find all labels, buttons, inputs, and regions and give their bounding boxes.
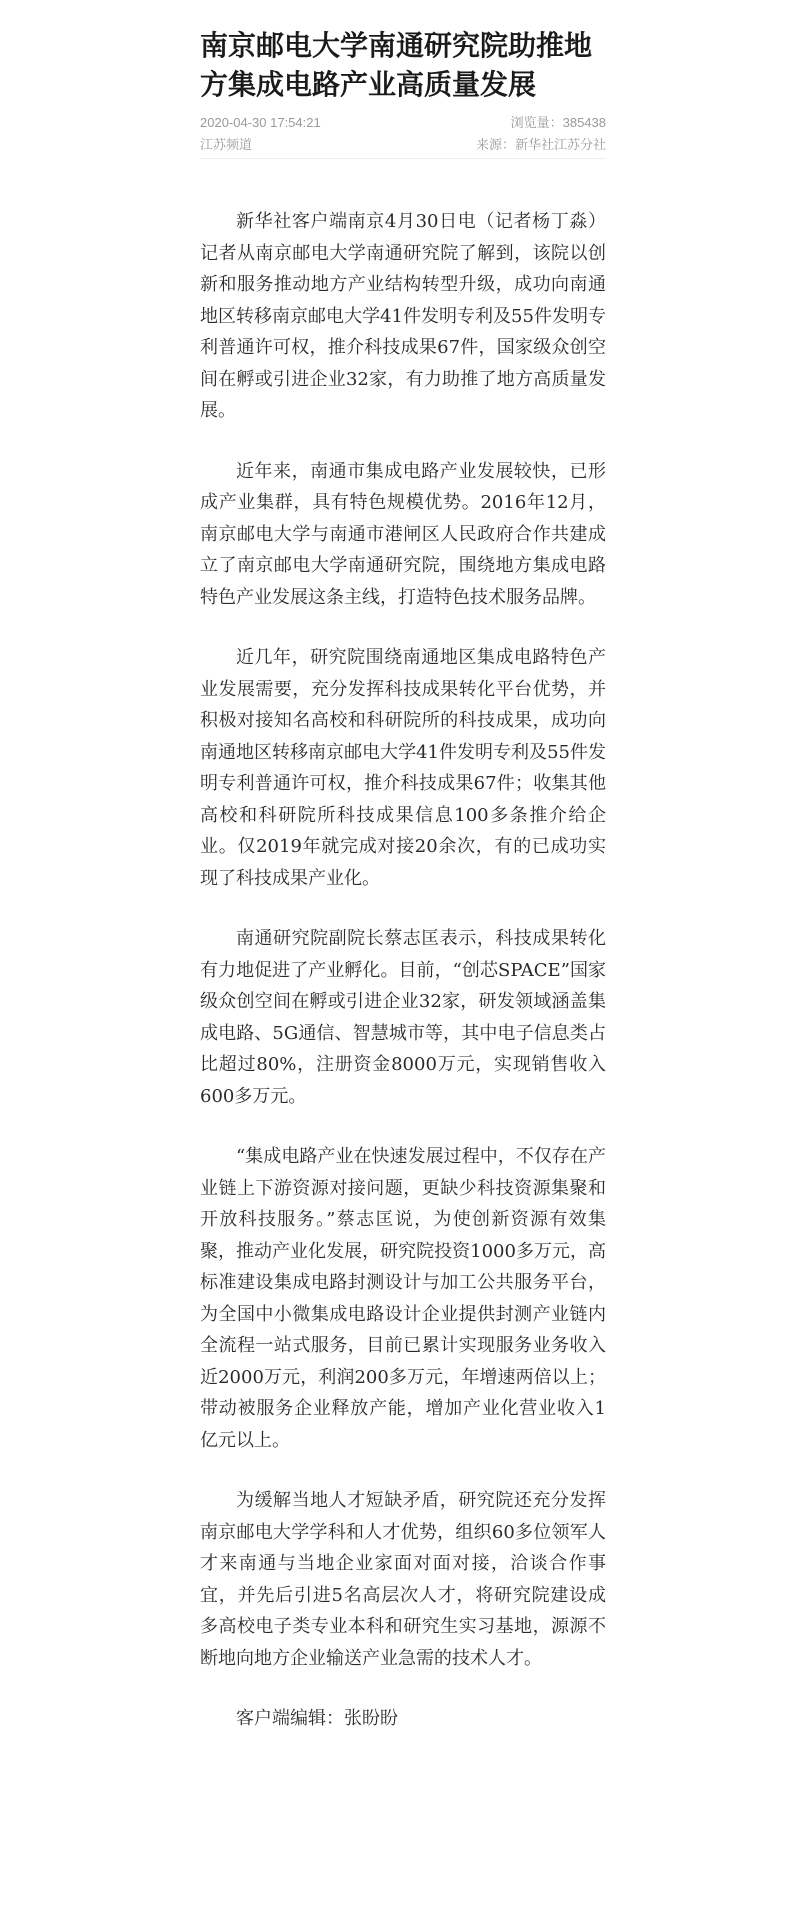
paragraph-2: 近年来，南通市集成电路产业发展较快，已形成产业集群，具有特色规模优势。2016年12月，南京邮电大学与南通市港闸区人民政府合作共建成立了南京邮电大学南通研究院，围绕地方集成电路特色产业发展这条主线，打造特色技术服务品牌。 [200,460,606,608]
paragraph-3: 近几年，研究院围绕南通地区集成电路特色产业发展需要，充分发挥科技成果转化平台优势，并积极对接知名高校和科研院所的科技成果，成功向南通地区转移南京邮电大学41件发明专利及55件发明专利普通许可权，推介科技成果67件；收集其他高校和科研院所科技成果信息100多条推介给企业。仅2019年就完成对接20余次，有的已成功实现了科技成果产业化。 [200,647,606,889]
channel-label[interactable]: 江苏频道 [200,137,253,152]
publish-datetime: 2020-04-30 17:54:21 [200,115,321,130]
paragraph-6: 为缓解当地人才短缺矛盾，研究院还充分发挥南京邮电大学学科和人才优势，组织60多位领军人才来南通与当地企业家面对面对接，洽谈合作事宜，并先后引进5名高层次人才，将研究院建设成多高校电子类专业本科和研究生实习基地，源源不断地向地方企业输送产业急需的技术人才。 [200,1490,606,1669]
paragraph-1: 新华社客户端南京4月30日电（记者杨丁淼）记者从南京邮电大学南通研究院了解到，该院以创新和服务推动地方产业结构转型升级，成功向南通地区转移南京邮电大学41件发明专利及55件发明专利普通许可权，推介科技成果67件，国家级众创空间在孵或引进企业32家，有力助推了地方高质量发展。 [200,211,606,421]
editor-credit: 客户端编辑：张盼盼 [236,1708,398,1729]
paragraph-5: “集成电路产业在快速发展过程中，不仅存在产业链上下游资源对接问题，更缺少科技资源集聚和开放科技服务。”蔡志匡说，为使创新资源有效集聚，推动产业化发展，研究院投资1000多万元，高标准建设集成电路封测设计与加工公共服务平台，为全国中小微集成电路设计企业提供封测产业链内全流程一站式服务，目前已累计实现服务业务收入近2000万元，利润200多万元，年增速两倍以上；带动被服务企业释放产能，增加产业化营业收入1亿元以上。 [200,1146,606,1451]
source-label: 来源：新华社江苏分社 [475,137,606,152]
meta-row-bottom [200,136,606,154]
article-body [200,206,606,1735]
meta-row-top [200,114,606,132]
view-count: 浏览量：385438 [510,115,606,130]
paragraph-4: 南通研究院副院长蔡志匡表示，科技成果转化有力地促进了产业孵化。目前，“创芯SPACE”国家级众创空间在孵或引进企业32家，研发领域涵盖集成电路、5G通信、智慧城市等，其中电子信息类占比超过80%，注册资金8000万元，实现销售收入600多万元。 [200,928,606,1107]
article-title: 南京邮电大学南通研究院助推地方集成电路产业高质量发展 [200,29,593,101]
meta-divider [200,158,606,159]
